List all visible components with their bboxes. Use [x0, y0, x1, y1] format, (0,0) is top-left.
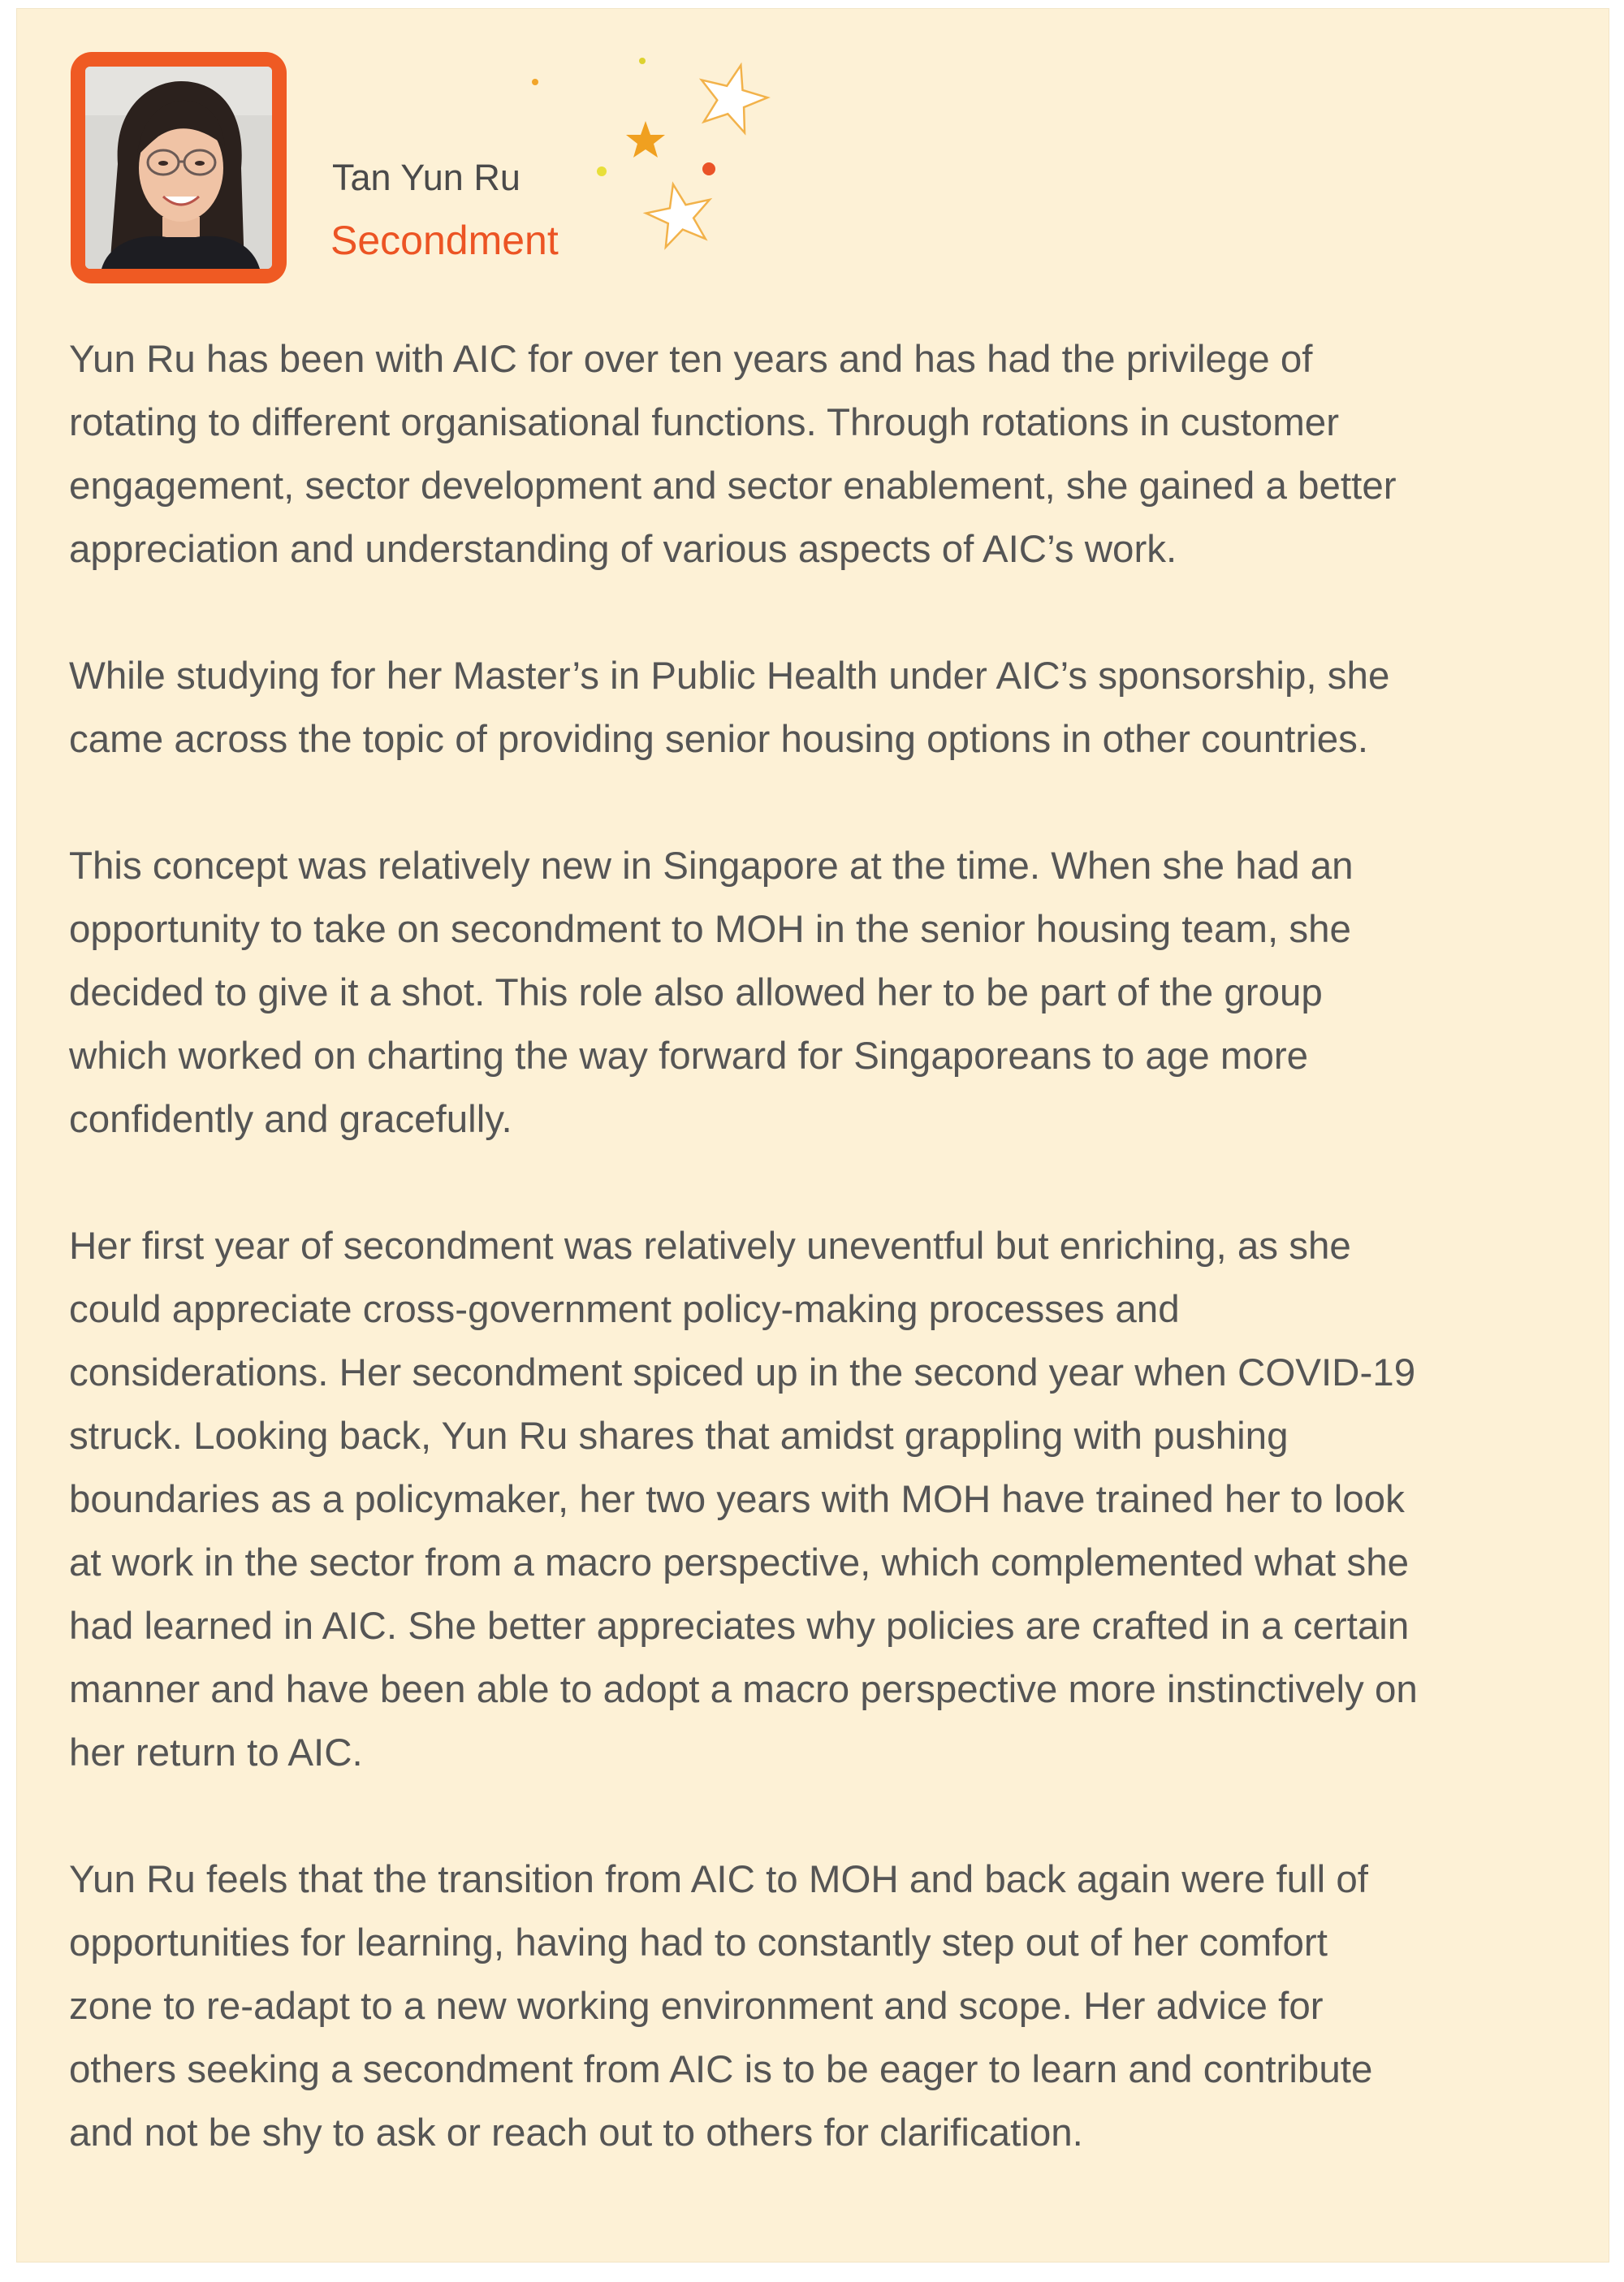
text-line: came across the topic of providing senior housing options in other countries. — [69, 718, 1369, 761]
text-line: at work in the sector from a macro perspective, which complemented what she — [69, 1541, 1410, 1584]
decorative-stars — [520, 41, 788, 277]
star-filled-icon — [626, 121, 665, 158]
avatar — [85, 67, 272, 269]
paragraph — [69, 835, 1612, 1152]
text-line: zone to re-adapt to a new working environment and scope. Her advice for — [69, 1985, 1324, 2028]
paragraph — [69, 1848, 1612, 2165]
text-line: opportunities for learning, having had to constantly step out of her comfort — [69, 1921, 1328, 1964]
text-line: others seeking a secondment from AIC is to be eager to learn and contribute — [69, 2048, 1373, 2091]
star-outline-icon — [691, 56, 774, 136]
text-line: Yun Ru has been with AIC for over ten years and has had the privilege of — [69, 338, 1313, 381]
paragraph — [69, 328, 1612, 581]
text-line: manner and have been able to adopt a macro perspective more instinctively on — [69, 1668, 1418, 1711]
text-line: struck. Looking back, Yun Ru shares that amidst grappling with pushing — [69, 1415, 1289, 1458]
text-line: rotating to different organisational functions. Through rotations in customer — [69, 401, 1340, 444]
paragraph — [69, 1215, 1612, 1785]
text-line: Yun Ru feels that the transition from AIC to MOH and back again were full of — [69, 1858, 1368, 1901]
text-line: opportunity to take on secondment to MOH in the senior housing team, she — [69, 908, 1351, 951]
dot-icon — [639, 58, 646, 64]
dot-icon — [702, 162, 715, 175]
text-line: While studying for her Master’s in Public Health under AIC’s sponsorship, she — [69, 655, 1390, 698]
paragraph — [69, 645, 1612, 771]
text-line: her return to AIC. — [69, 1731, 363, 1774]
text-line: This concept was relatively new in Singapore at the time. When she had an — [69, 845, 1354, 888]
role-label: Secondment — [330, 218, 559, 263]
profile-card — [16, 8, 1609, 2263]
dot-icon — [597, 166, 607, 176]
star-outline-icon — [641, 178, 718, 250]
text-line: appreciation and understanding of various aspects of AIC’s work. — [69, 528, 1177, 571]
text-line: decided to give it a shot. This role also allowed her to be part of the group — [69, 971, 1323, 1014]
text-line: confidently and gracefully. — [69, 1098, 512, 1141]
text-line: boundaries as a policymaker, her two years with MOH have trained her to look — [69, 1478, 1405, 1521]
text-line: had learned in AIC. She better appreciates why policies are crafted in a certain — [69, 1605, 1410, 1648]
text-line: could appreciate cross-government policy-making processes and — [69, 1288, 1180, 1331]
text-line: Her first year of secondment was relatively uneventful but enriching, as she — [69, 1225, 1351, 1268]
text-line: and not be shy to ask or reach out to others for clarification. — [69, 2111, 1083, 2155]
dot-icon — [532, 79, 538, 85]
article-body — [69, 328, 1612, 2228]
text-line: which worked on charting the way forward for Singaporeans to age more — [69, 1035, 1309, 1078]
person-name: Tan Yun Ru — [332, 157, 520, 198]
avatar-frame — [71, 52, 287, 283]
text-line: considerations. Her secondment spiced up in the second year when COVID-19 — [69, 1351, 1416, 1394]
text-line: engagement, sector development and sector enablement, she gained a better — [69, 465, 1397, 508]
